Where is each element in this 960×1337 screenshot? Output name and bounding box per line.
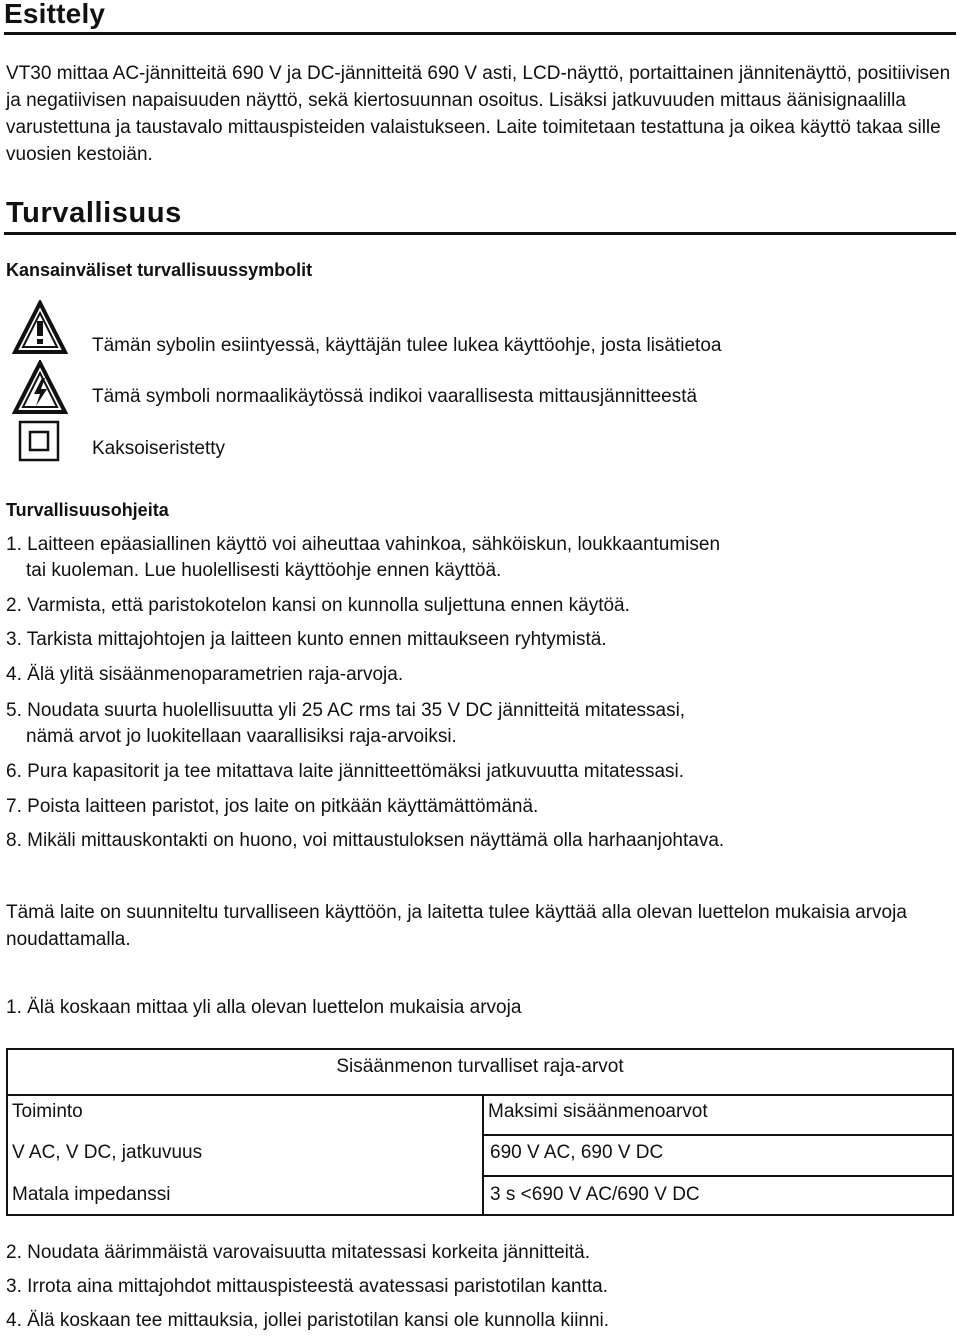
table-cell: 690 V AC, 690 V DC — [490, 1142, 664, 1163]
instruction-number: 1. — [6, 534, 22, 555]
instruction-number: 5. — [6, 700, 22, 721]
instruction-text: Poista laitteen paristot, jos laite on pitkään käyttämättömänä. — [27, 796, 539, 817]
page-title: Esittely — [4, 0, 106, 29]
instruction-number: 6. — [6, 761, 22, 782]
instruction-text-continued: nämä arvot jo luokitellaan vaarallisiksi raja-arvoiksi. — [26, 726, 457, 747]
instruction-text: Varmista, että paristokotelon kansi on kunnolla suljettuna ennen käytöä. — [27, 595, 630, 616]
instruction-3 — [6, 627, 607, 653]
instruction-text: Pura kapasitorit ja tee mitattava laite jännitteettömäksi jatkuvuutta mitatessasi. — [27, 761, 685, 782]
input-limits-table — [6, 1048, 954, 1216]
table-header-max-input: Maksimi sisäänmenoarvot — [488, 1101, 708, 1122]
instruction-text-continued: tai kuoleman. Lue huolellisesti käyttöohje ennen käyttöä. — [26, 560, 502, 581]
table-title: Sisäänmenon turvalliset raja-arvot — [336, 1056, 624, 1077]
instruction-number: 8. — [6, 830, 22, 851]
safety-divider — [4, 232, 956, 235]
symbol-text-warning: Tämän sybolin esiintyessä, käyttäjän tulee lukea käyttöohje, josta lisätietoa — [92, 335, 722, 356]
instruction-8 — [6, 828, 724, 854]
table-divider — [8, 1094, 952, 1096]
table-cell: 3 s <690 V AC/690 V DC — [490, 1184, 700, 1205]
table-header-function: Toiminto — [12, 1101, 83, 1122]
instruction-5 — [6, 698, 685, 750]
double-insulation-icon — [18, 420, 60, 467]
rule-2: 2. Noudata äärimmäistä varovaisuutta mitatessasi korkeita jännitteitä. — [6, 1242, 590, 1263]
safety-heading: Turvallisuus — [6, 197, 182, 229]
rule-1: 1. Älä koskaan mittaa yli alla olevan luettelon mukaisia arvoja — [6, 997, 522, 1018]
title-divider — [4, 32, 956, 35]
instruction-1 — [6, 532, 720, 584]
instruction-text: Mikäli mittauskontakti on huono, voi mittaustuloksen näyttämä olla harhaanjohtava. — [27, 830, 725, 851]
instruction-number: 2. — [6, 595, 22, 616]
instruction-4 — [6, 662, 403, 688]
instructions-heading: Turvallisuusohjeita — [6, 500, 169, 520]
instruction-7 — [6, 794, 538, 820]
table-divider — [482, 1175, 952, 1177]
design-note: Tämä laite on suunniteltu turvalliseen käyttöön, ja laitetta tulee käyttää alla olevan luettelon mukaisia arvoja noudattamalla. — [6, 902, 907, 950]
table-cell: Matala impedanssi — [12, 1184, 171, 1205]
symbol-text-double-insulation: Kaksoiseristetty — [92, 438, 226, 459]
rule-4: 4. Älä koskaan tee mittauksia, jollei paristotilan kansi ole kunnolla kiinni. — [6, 1310, 610, 1331]
intro-paragraph: VT30 mittaa AC-jännitteitä 690 V ja DC-jännitteitä 690 V asti, LCD-näyttö, portaittainen jännitenäyttö, positiivisen ja negatiivisen napaisuuden näyttö, sekä kiertosuunnan osoitus. Lisäksi jatkuvuuden mittaus äänisignaalilla varustettuna ja taustavalo mittauspisteiden valaistukseen. Laite toimitetaan testattuna ja oikea käyttö takaa sille vuosien kestoiän. — [6, 63, 951, 165]
instruction-2 — [6, 593, 630, 619]
instruction-text: Tarkista mittajohtojen ja laitteen kunto ennen mittaukseen ryhtymistä. — [26, 629, 607, 650]
table-divider — [482, 1134, 952, 1136]
rule-3: 3. Irrota aina mittajohdot mittauspisteestä avatessasi paristotilan kantta. — [6, 1276, 608, 1297]
high-voltage-triangle-icon — [12, 360, 68, 421]
instruction-6 — [6, 759, 684, 785]
instruction-text: Noudata suurta huolellisuutta yli 25 AC rms tai 35 V DC jännitteitä mitatessasi, — [27, 700, 686, 721]
instruction-text: Älä ylitä sisäänmenoparametrien raja-arvoja. — [27, 664, 404, 685]
symbol-text-voltage: Tämä symboli normaalikäytössä indikoi vaarallisesta mittausjännitteestä — [92, 386, 698, 407]
symbols-heading: Kansainväliset turvallisuussymbolit — [6, 260, 313, 280]
table-column-divider — [482, 1096, 484, 1216]
table-cell: V AC, V DC, jatkuvuus — [12, 1142, 203, 1163]
instruction-text: Laitteen epäasiallinen käyttö voi aiheuttaa vahinkoa, sähköiskun, loukkaantumisen — [27, 534, 721, 555]
warning-triangle-icon — [12, 300, 68, 361]
instruction-number: 3. — [6, 629, 22, 650]
instruction-number: 7. — [6, 796, 22, 817]
instruction-number: 4. — [6, 664, 22, 685]
